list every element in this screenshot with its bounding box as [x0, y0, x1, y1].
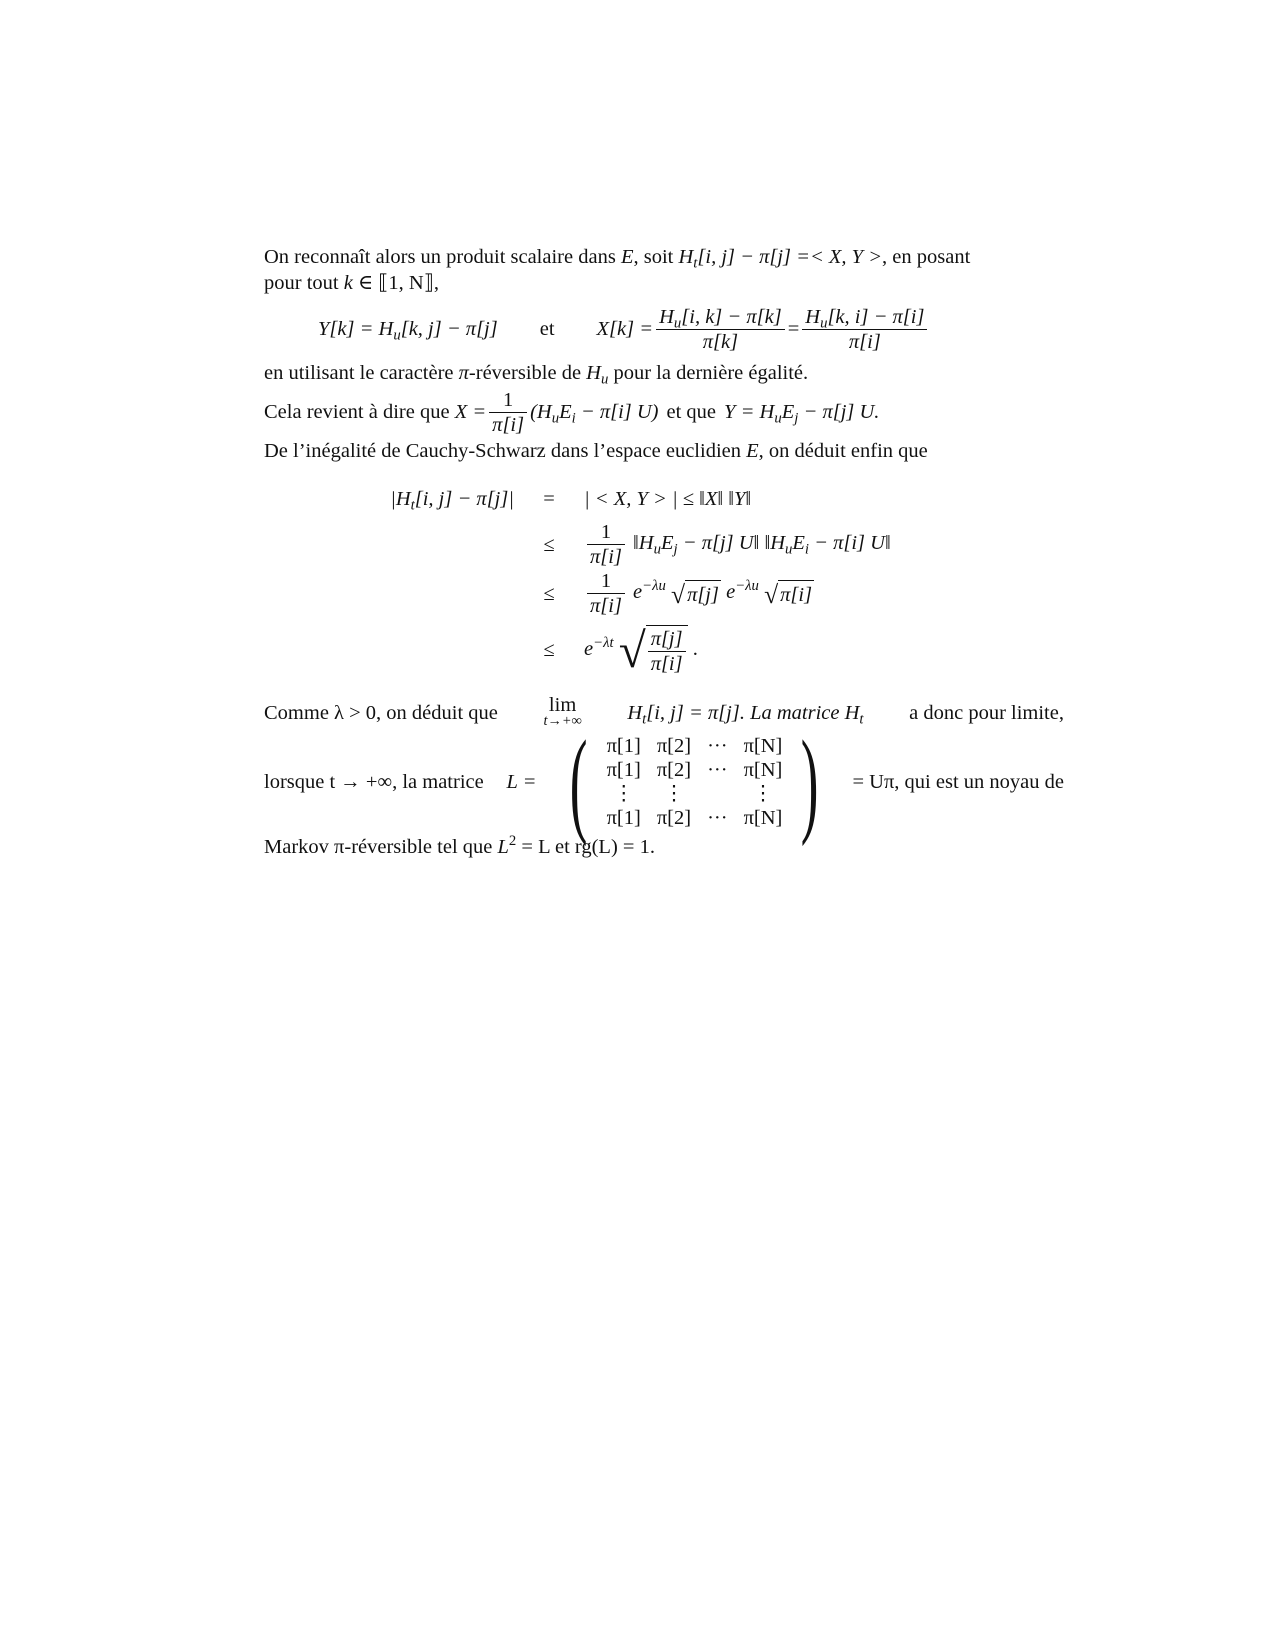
text: Markov π-réversible tel que	[264, 836, 498, 858]
eq-rhs: $e^{-\lambda t}$ √ $\frac{\pi[j]}{\pi[i]}$ .	[584, 623, 698, 679]
math-text: Y[k] = H	[318, 318, 394, 340]
equation-1	[318, 302, 1064, 356]
math-paren-expr: ($H_uE_i - \pi[i]$ U)	[530, 401, 659, 427]
frac-num: $H_u[k$, i] − π[i]	[802, 305, 927, 330]
eq-rhs: $\frac{1}{\pi[i]}$ $‖H_uE_j - \pi[j]$ U‖ $‖H_uE_i - \pi[i]$ U‖	[584, 520, 891, 569]
math-symbol: ∈	[357, 272, 374, 294]
frac-num: 1	[489, 388, 527, 413]
sqrt: √ π[j]	[671, 579, 719, 609]
text: a donc pour limite,	[909, 702, 1064, 724]
fraction-1	[656, 305, 785, 354]
fraction-1-over-pi-i	[489, 388, 527, 437]
fraction: $\frac{1}{\pi[i]}$	[587, 520, 625, 569]
text: en utilisant le caractère	[264, 362, 459, 384]
math-inline	[678, 246, 883, 272]
math-var: π	[458, 362, 469, 384]
text: pour tout	[264, 272, 344, 294]
inequality-array	[374, 478, 891, 682]
left-paren: (	[570, 716, 588, 847]
fraction: $\frac{1}{\pi[i]}$	[587, 569, 625, 618]
equals: =	[787, 318, 800, 340]
frac-num: $H_u[i$, k] − π[k]	[656, 305, 785, 330]
math-sub: t	[693, 255, 698, 272]
text: Comme λ > 0, on déduit que	[264, 702, 498, 724]
text: pour la dernière égalité.	[608, 362, 809, 384]
x-lhs: X =	[454, 401, 487, 423]
paragraph-4	[264, 438, 1064, 464]
matrix-table: π[1] π[2] ··· π[N] π[1] π[2] ··· π[N] ⋮ ⋮ ⋮ π[1] π[2] ··· π[N]	[606, 735, 783, 829]
eq-line-4	[374, 618, 891, 682]
eq-rel: =	[543, 488, 555, 510]
conjunction-et: et	[539, 318, 555, 340]
math-inline: $H_u$	[586, 362, 609, 388]
eq-lhs: $|H_t[i$, j] − π[j]|	[390, 488, 514, 514]
eq-rel: ≤	[543, 582, 555, 605]
eq-rhs: $\frac{1}{\pi[i]}$ $e^{-\lambda u}$ √ π[j] $e^{-\lambda u}$ √ π[i]	[584, 569, 891, 618]
eq-line-3	[374, 569, 891, 618]
text: = L et rg(L) = 1.	[516, 836, 655, 858]
text: et que	[666, 401, 717, 423]
sqrt-fraction: √ $\frac{\pi[j]}{\pi[i]}$	[619, 625, 688, 676]
text: Cela revient à dire que	[264, 401, 450, 423]
text: lorsque t → +∞, la matrice	[264, 771, 484, 793]
math-text: ⟦1, N⟧,	[378, 272, 439, 294]
fraction-2	[802, 305, 927, 354]
matrix-L	[559, 716, 829, 847]
y-expression: $Y = H_uE_j - \pi[j]$ U.	[724, 401, 880, 427]
sqrt: √ π[i]	[764, 579, 813, 609]
paragraph-1	[264, 244, 1064, 296]
text: , en posant	[882, 246, 971, 268]
document-page	[264, 244, 1064, 860]
math-text: [k, j] − π[j]	[400, 318, 498, 340]
paragraph-7: Markov π-réversible tel que $L^2 = L$ et rg(L) = 1.	[264, 832, 655, 858]
frac-den: π[i]	[492, 413, 525, 436]
text: -réversible de	[468, 362, 587, 384]
frac-den: π[i]	[848, 330, 881, 353]
text: = Uπ, qui est un noyau de	[852, 771, 1064, 793]
frac-den: π[k]	[702, 330, 739, 353]
text: , soit	[633, 246, 679, 268]
eq-rel: ≤	[543, 639, 555, 661]
eq-line-2	[374, 520, 891, 569]
paragraph-3	[264, 386, 1064, 438]
eq-rel: ≤	[543, 533, 555, 556]
l-eq: L =	[506, 771, 537, 793]
limit: lim t→+∞	[543, 694, 582, 729]
math-var: E	[746, 440, 759, 462]
text: De l’inégalité de Cauchy-Schwarz dans l’espace euclidien	[264, 440, 747, 462]
text: , on déduit enfin que	[758, 440, 928, 462]
eq-rhs: | < X, Y > | ≤ ‖X‖ ‖Y‖	[584, 488, 752, 510]
math-var: E	[620, 246, 634, 268]
x-lhs: X[k] =	[596, 318, 654, 340]
y-definition	[318, 316, 498, 342]
right-paren: )	[801, 716, 819, 847]
math-var: H	[678, 246, 694, 268]
eq-line-1	[374, 478, 891, 520]
paragraph-5: Comme λ > 0, on déduit que lim t→+∞ $H_t[i$, j] = π[j]. La matrice $H_t$ a donc pour limite,	[264, 694, 1064, 729]
math-sub: u	[393, 327, 401, 344]
paragraph-2	[264, 360, 1064, 386]
text: On reconnaît alors un produit scalaire dans	[264, 246, 621, 268]
math-var: k	[343, 272, 353, 294]
math-text: [i, j] − π[j] =< X, Y >	[697, 246, 883, 268]
